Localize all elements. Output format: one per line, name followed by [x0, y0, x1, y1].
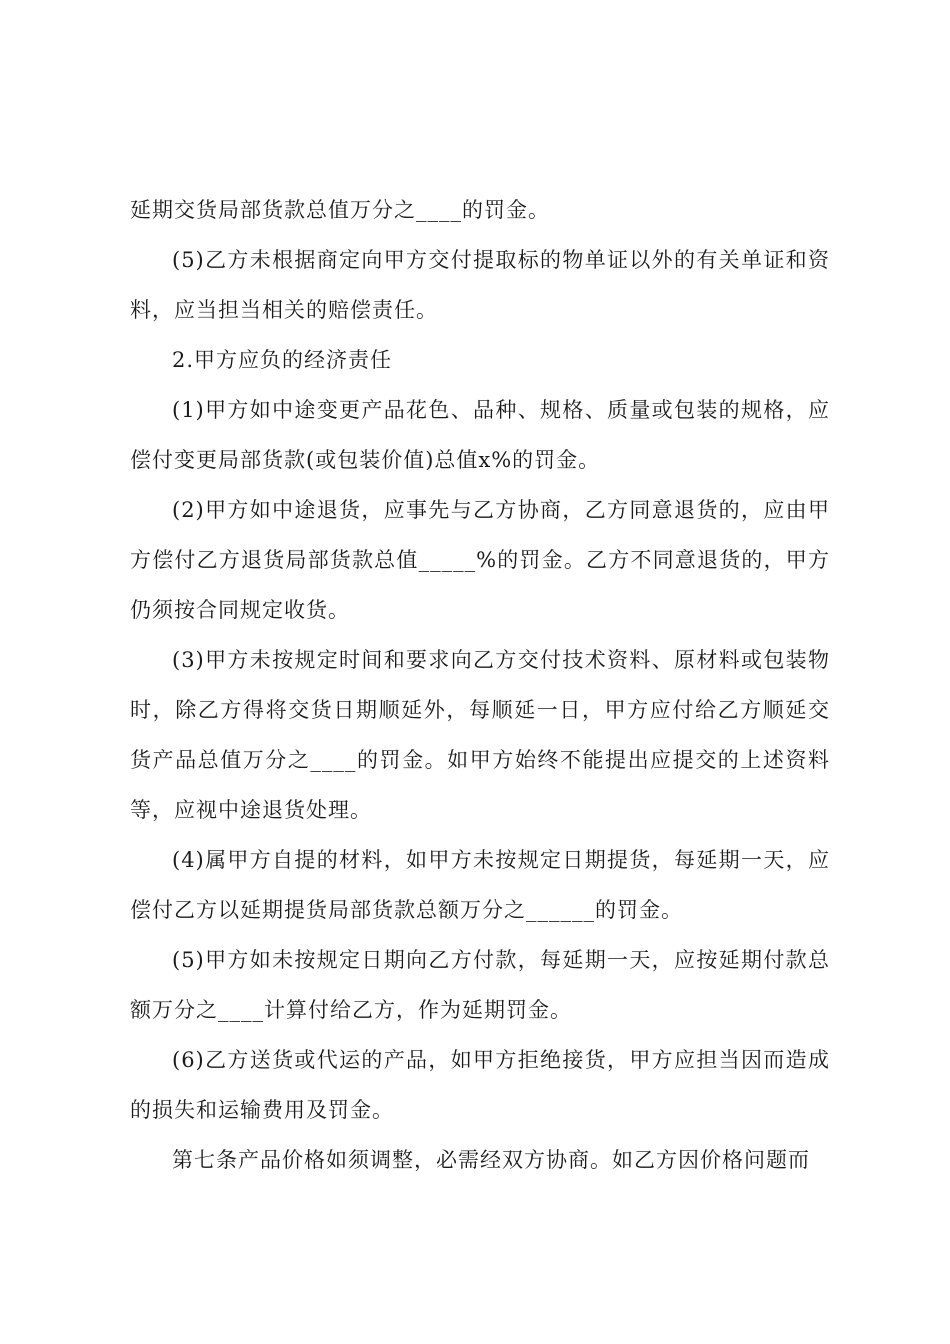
section-heading-party-a-liability: 2.甲方应负的经济责任	[172, 348, 393, 372]
paragraph-a-change-spec: (1)甲方如中途变更产品花色、品种、规格、质量或包装的规格，应偿付变更局部货款(或包装价值)总值x%的罚金。	[130, 398, 830, 472]
paragraph-b-documents-liability: (5)乙方未根据商定向甲方交付提取标的物单证以外的有关单证和资料，应当担当相关的赔偿责任。	[130, 248, 830, 322]
paragraph-article-seven: 第七条产品价格如须调整，必需经双方协商。如乙方因价格问题而	[172, 1148, 810, 1172]
paragraph-a-late-payment: (5)甲方如未按规定日期向乙方付款，每延期一天，应按延期付款总额万分之____计算付给乙方，作为延期罚金。	[130, 948, 830, 1022]
paragraph-a-refuse-delivery: (6)乙方送货或代运的产品，如甲方拒绝接货，甲方应担当因而造成的损失和运输费用及罚金。	[130, 1048, 830, 1122]
paragraph-a-late-pickup: (4)属甲方自提的材料，如甲方未按规定日期提货，每延期一天，应偿付乙方以延期提货局部货款总额万分之______的罚金。	[130, 848, 830, 922]
paragraph-a-late-materials: (3)甲方未按规定时间和要求向乙方交付技术资料、原材料或包装物时，除乙方得将交货日期顺延外，每顺延一日，甲方应付给乙方顺延交货产品总值万分之____的罚金。如甲方始终不能提出应提交的上述资料等，应视中途退货处理。	[130, 648, 830, 822]
paragraph-late-delivery-penalty: 延期交货局部货款总值万分之____的罚金。	[130, 198, 550, 222]
paragraph-a-return-goods: (2)甲方如中途退货，应事先与乙方协商，乙方同意退货的，应由甲方偿付乙方退货局部货款总值_____%的罚金。乙方不同意退货的，甲方仍须按合同规定收货。	[130, 498, 830, 622]
document-body	[130, 185, 830, 1185]
